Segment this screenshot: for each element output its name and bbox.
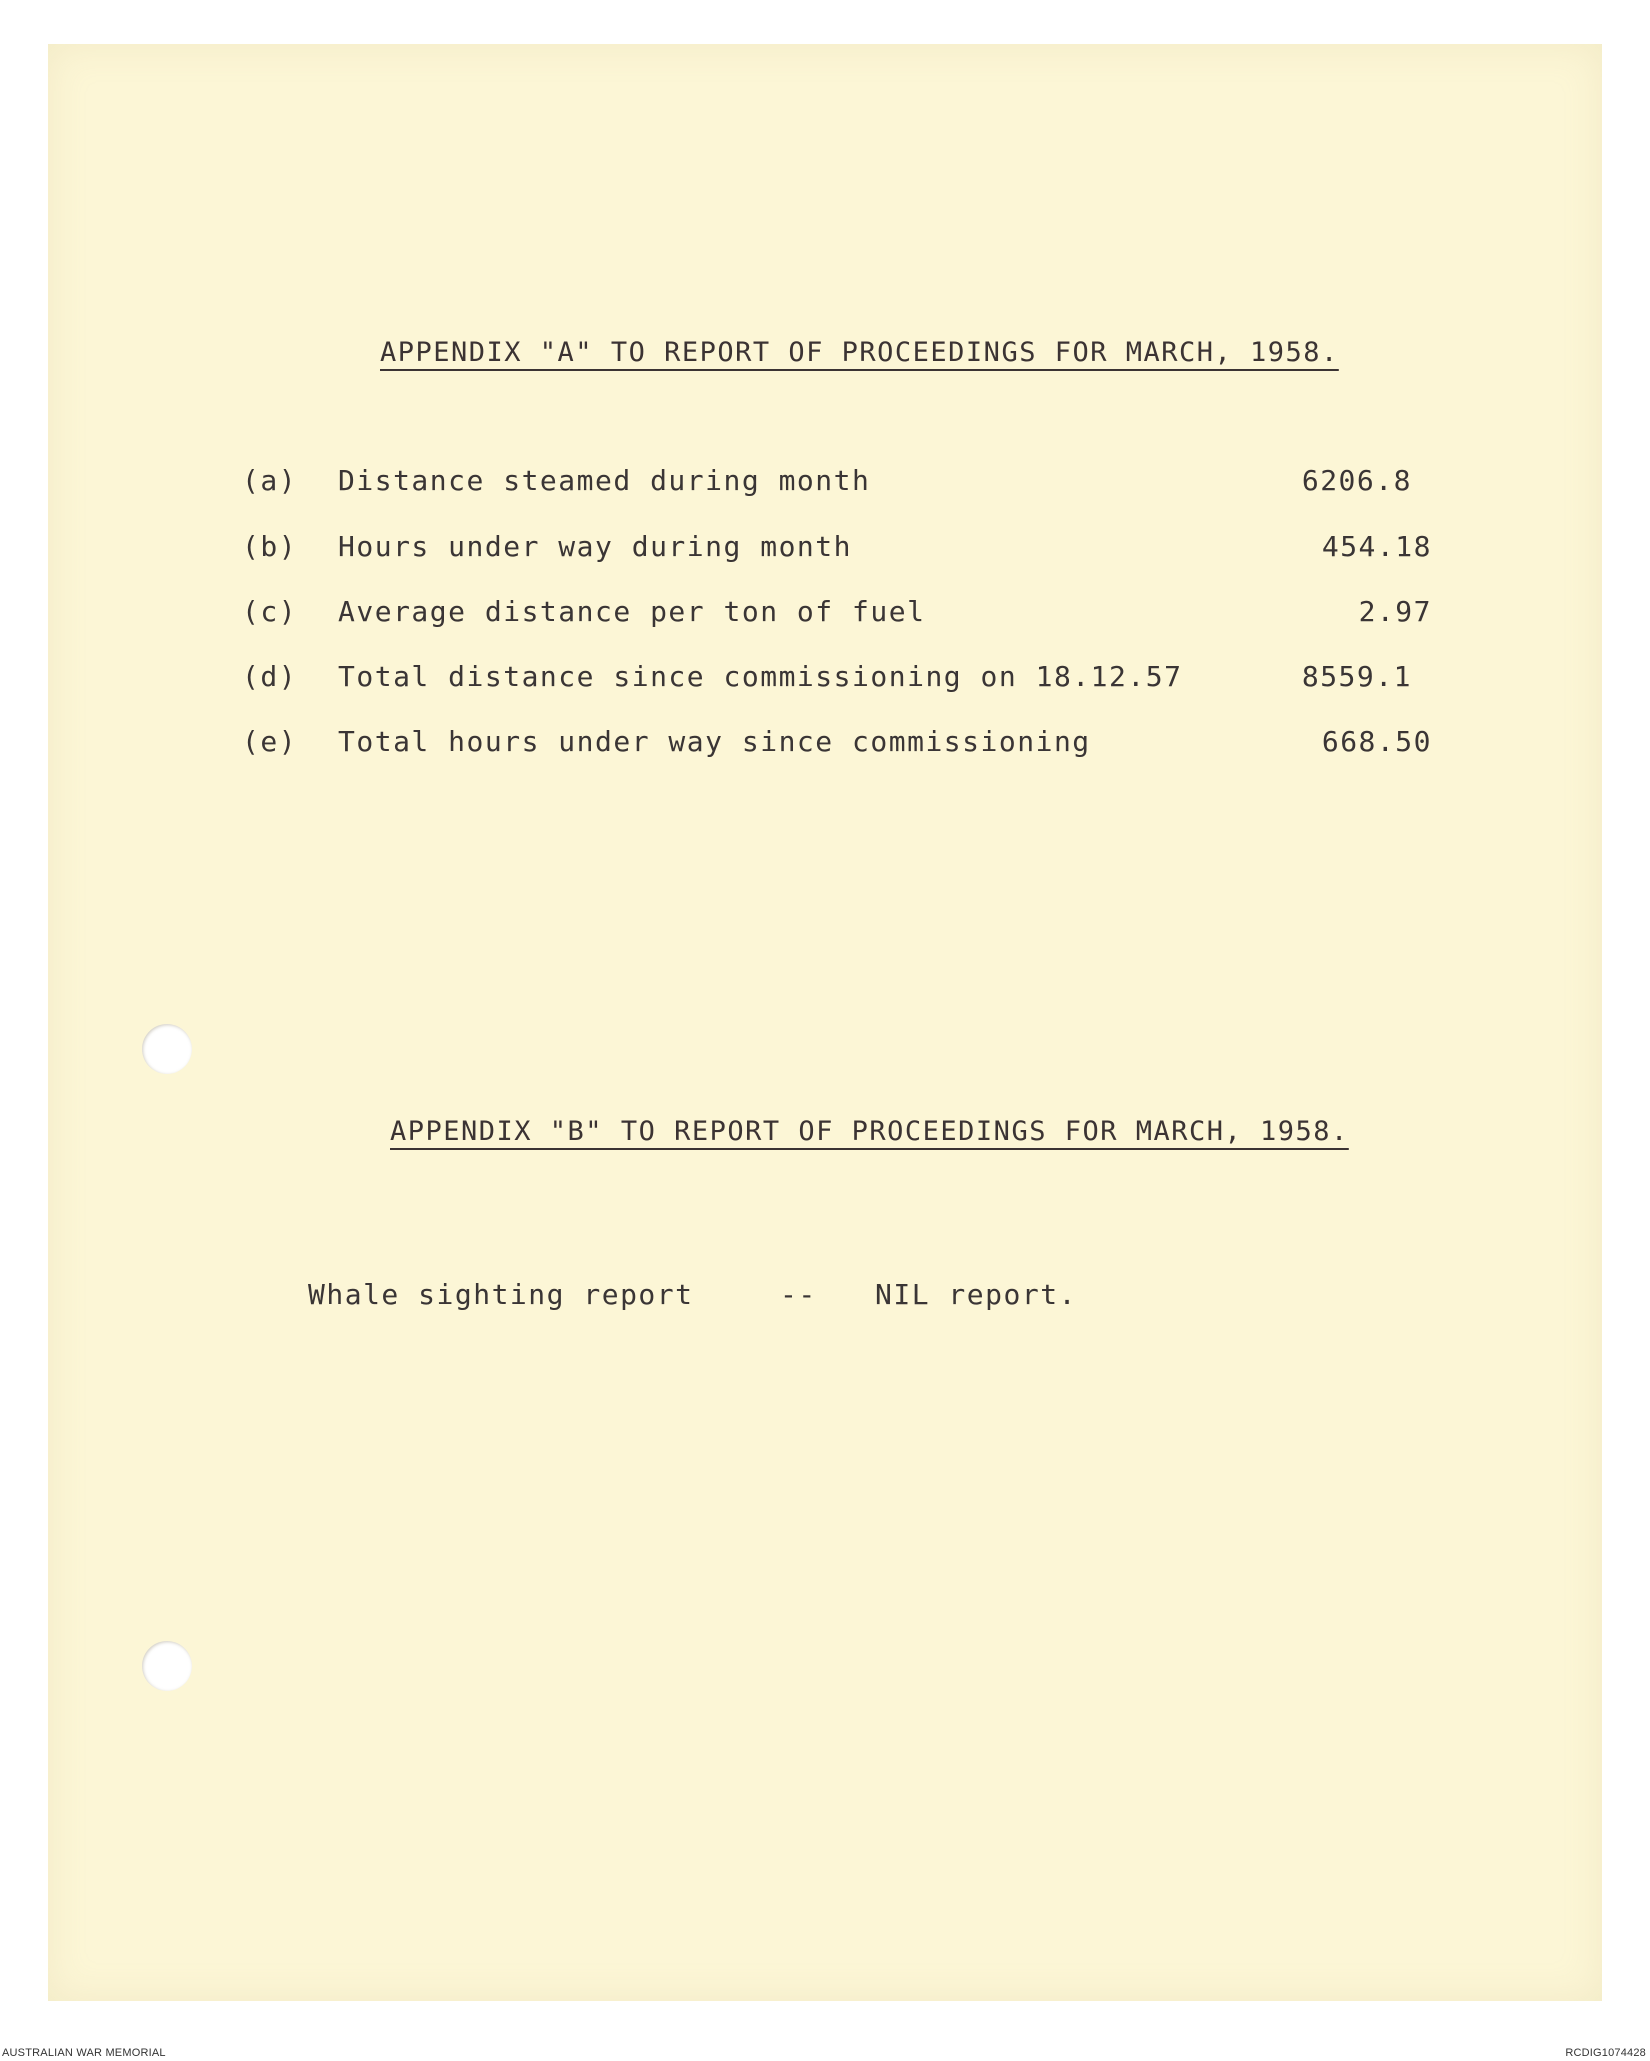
archive-credit: AUSTRALIAN WAR MEMORIAL [2, 2047, 166, 2059]
stat-row-d [242, 660, 1432, 700]
whale-sighting-label: Whale sighting report [308, 1278, 694, 1311]
stat-row-c [242, 595, 1432, 635]
punch-hole [142, 1024, 192, 1074]
stat-value: 2.97 [1358, 595, 1432, 628]
stat-label: Total hours under way since commissioning [338, 725, 1091, 758]
appendix-a-heading: APPENDIX "A" TO REPORT OF PROCEEDINGS FOR MARCH, 1958. [380, 337, 1339, 368]
stat-marker: (c) [242, 595, 298, 628]
stat-marker: (d) [242, 660, 298, 693]
stat-marker: (a) [242, 464, 298, 497]
whale-sighting-separator: -- [780, 1278, 817, 1311]
stat-row-a [242, 464, 1432, 504]
punch-hole [142, 1641, 192, 1691]
stat-marker: (b) [242, 530, 298, 563]
stat-row-e [242, 725, 1432, 765]
stat-label: Average distance per ton of fuel [338, 595, 926, 628]
stat-label: Distance steamed during month [338, 464, 871, 497]
stat-value: 6206.8 [1301, 464, 1412, 497]
stat-marker: (e) [242, 725, 298, 758]
stat-value: 454.18 [1321, 530, 1432, 563]
stat-value: 668.50 [1321, 725, 1432, 758]
stat-row-b [242, 530, 1432, 570]
appendix-b-heading: APPENDIX "B" TO REPORT OF PROCEEDINGS FOR MARCH, 1958. [390, 1116, 1349, 1147]
archive-reference: RCDIG1074428 [1565, 2047, 1646, 2059]
stat-value: 8559.1 [1301, 660, 1412, 693]
whale-sighting-value: NIL report. [875, 1278, 1077, 1311]
stat-label: Hours under way during month [338, 530, 853, 563]
stat-label: Total distance since commissioning on 18.12.57 [338, 660, 1183, 693]
